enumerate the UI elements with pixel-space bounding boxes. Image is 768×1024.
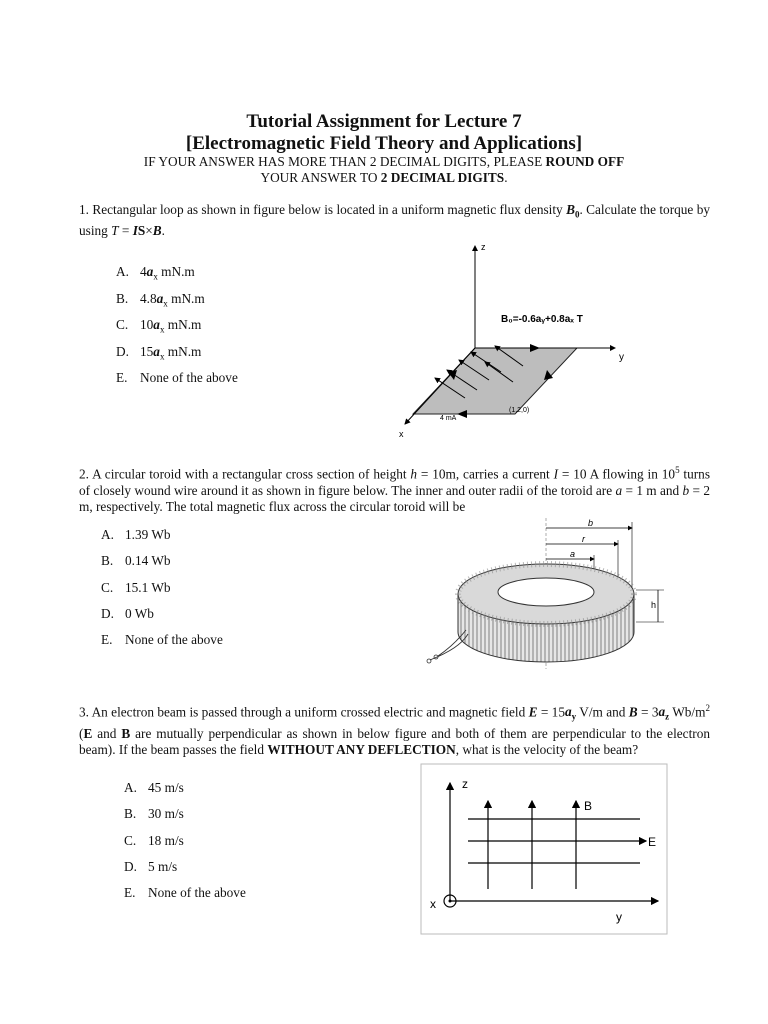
point-label: (1,2,0) [509,407,530,414]
question-2-option-e[interactable]: E. None of the above [101,632,223,648]
b-field-label: B [584,799,593,813]
question-2-option-b[interactable]: B. 0.14 Wb [101,553,171,569]
question-2-text: 2. A circular toroid with a rectangular cross section of height h = 10m, carries a current I = 10 A flowing in $10^5$ turns of closely wound wire around it as shown in figure below. The inner and outer radii of the toroid are a = 1 m and b = 2 m, respectively. The total magnetic flux across the circular toroid will be [79,465,711,515]
x-axis-label: x [430,897,436,911]
question-2-option-c[interactable]: C. 15.1 Wb [101,579,171,595]
e-field-label: E [648,835,657,849]
figure-frame [421,764,667,934]
z-axis-label: z [481,242,486,252]
question-2-option-d[interactable]: D. 0 Wb [101,605,154,621]
question-1-option-d[interactable]: D. $15a_x$ mN.m [116,343,202,362]
z-axis-label: z [462,777,468,791]
rectangular-loop [413,348,577,414]
label-a: a [570,549,576,559]
label-b: b [588,518,594,528]
question-2-figure [420,514,670,674]
question-2-option-a[interactable]: A. 1.39 Wb [101,527,171,542]
question-1-option-e[interactable]: E. None of the above [116,370,238,385]
instruction-line-2: YOUR ANSWER TO 2 DECIMAL DIGITS. [260,170,508,185]
question-3-options [124,780,246,911]
question-3-option-c[interactable]: C. 18 m/s [124,832,184,848]
label-h: h [651,600,657,610]
page-subtitle: [Electromagnetic Field Theory and Applications] [185,133,583,154]
question-3-option-d[interactable]: D. 5 m/s [124,858,178,874]
instruction-line-1: IF YOUR ANSWER HAS MORE THAN 2 DECIMAL DIGITS, PLEASE ROUND OFF [143,154,625,169]
label-r: r [582,534,585,544]
y-axis-label: y [616,910,622,924]
question-2-options [101,527,223,658]
current-label: 4 mA [440,415,457,422]
toroid-hole [498,578,594,606]
page-title: Tutorial Assignment for Lecture 7 [246,111,522,132]
y-axis-label: y [619,352,624,363]
question-1-figure [395,238,645,443]
question-1-text: 1. Rectangular loop as shown in figure below is located in a uniform magnetic flux density $B_0$. Calculate the torque by using T = IS×B. [79,202,710,239]
question-1-option-b[interactable]: B. $4.8a_x$ mN.m [116,290,205,309]
lead-wires [430,630,468,660]
question-1-option-a[interactable]: A. $4a_x$ mN.m [116,264,195,282]
question-3-option-b[interactable]: B. 30 m/s [124,806,184,822]
question-3-option-a[interactable]: A. 45 m/s [124,780,184,795]
field-label: B₀=-0.6aᵧ+0.8aₓ T [501,314,583,325]
x-axis-label: x [399,429,404,439]
question-3-option-e[interactable]: E. None of the above [124,885,246,901]
question-1-options [116,264,238,397]
question-3-figure [420,763,670,938]
question-3-text: 3. An electron beam is passed through a uniform crossed electric and magnetic field $E = 15a_y$ V/m and $B = 3a_z$ $Wb/m^2$ (E and B are mutually perpendicular as shown in below figure and both of them are perpendicular to the electron beam). If the beam passes the field WITHOUT ANY DEFLECTION, what is the velocity of the beam? [79,703,710,758]
question-1-option-c[interactable]: C. $10a_x$ mN.m [116,317,202,335]
